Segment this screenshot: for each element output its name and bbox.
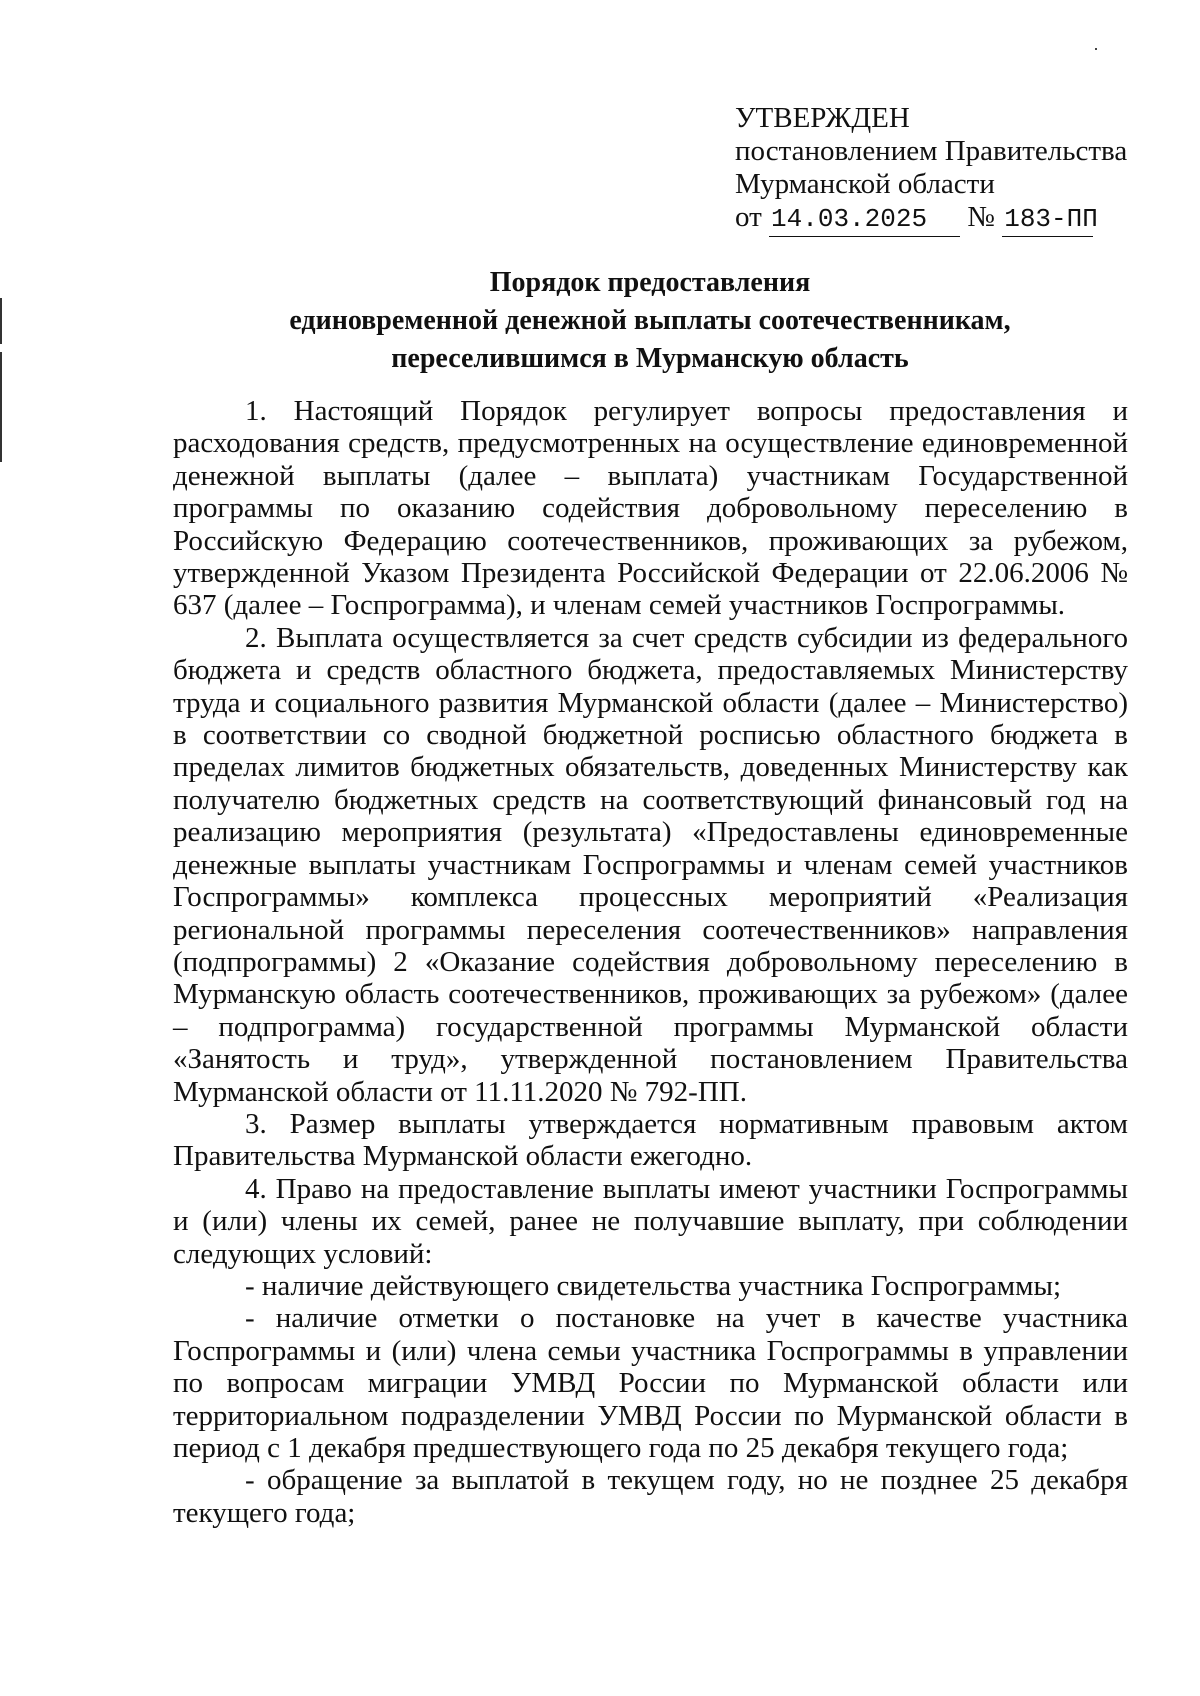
condition-item-2: - наличие отметки о постановке на учет в качестве участника Госпрограммы и (или) члена семьи участника Госпрограммы в управлении по вопросам миграции УМВД России по Мурманской области или территориальном подразделении УМВД России по Мурманской области в период с 1 декабря предшествующего года по 25 декабря текущего года; (173, 1302, 1128, 1464)
scan-speck (1095, 48, 1097, 50)
approval-line-decree: постановлением Правительства (735, 135, 1128, 167)
title-line-2: единовременной денежной выплаты соотечественникам, (289, 305, 1011, 336)
margin-mark (0, 298, 2, 344)
approval-date-line (735, 201, 1175, 237)
document-body (173, 395, 1128, 1529)
approval-number: 183-ПП (1002, 203, 1093, 237)
from-label: от (735, 201, 762, 233)
condition-item-1: - наличие действующего свидетельства участника Госпрограммы; (245, 1269, 1062, 1302)
approval-line-region: Мурманской области (735, 168, 995, 200)
document-title (170, 264, 1130, 378)
approval-date: 14.03.2025 (769, 203, 960, 237)
number-label: № (967, 201, 995, 233)
paragraph-3: 3. Размер выплаты утверждается нормативным правовым актом Правительства Мурманской области ежегодно. (173, 1107, 1128, 1173)
paragraph-2: 2. Выплата осуществляется за счет средств субсидии из федерального бюджета и средств областного бюджета, предоставляемых Министерству труда и социального развития Мурманской области (далее – Министерство) в соответствии со сводной бюджетной росписью областного бюджета в пределах лимитов бюджетных обязательств, доведенных Министерству как получателю бюджетных средств на соответствующий финансовый год на реализацию мероприятия (результата) «Предоставлены единовременные денежные выплаты участникам Госпрограммы и членам семей участников Госпрограммы» комплекса процессных мероприятий «Реализация региональной программы переселения соотечественников» направления (подпрограммы) 2 «Оказание содействия добровольному переселению в Мурманскую область соотечественников, проживающих за рубежом» (далее – подпрограмма) государственной программы Мурманской области «Занятость и труд», утвержденной постановлением Правительства Мурманской области от 11.11.2020 № 792-ПП. (173, 621, 1128, 1108)
approval-heading: УТВЕРЖДЕН (735, 102, 910, 134)
approval-block (735, 102, 1175, 237)
condition-item-3: - обращение за выплатой в текущем году, но не позднее 25 декабря текущего года; (173, 1464, 1128, 1529)
margin-mark (0, 352, 2, 462)
title-line-3: переселившимся в Мурманскую область (391, 343, 909, 374)
title-line-1: Порядок предоставления (489, 267, 811, 298)
paragraph-1: 1. Настоящий Порядок регулирует вопросы предоставления и расходования средств, предусмотренных на осуществление единовременной денежной выплаты (далее – выплата) участникам Государственной программы по оказанию содействия добровольному переселению в Российскую Федерацию соотечественников, проживающих за рубежом, утвержденной Указом Президента Российской Федерации от 22.06.2006 № 637 (далее – Госпрограмма), и членам семей участников Госпрограммы. (173, 395, 1128, 622)
paragraph-4: 4. Право на предоставление выплаты имеют участники Госпрограммы и (или) члены их семей, ранее не получавшие выплату, при соблюдении следующих условий: (173, 1172, 1128, 1270)
